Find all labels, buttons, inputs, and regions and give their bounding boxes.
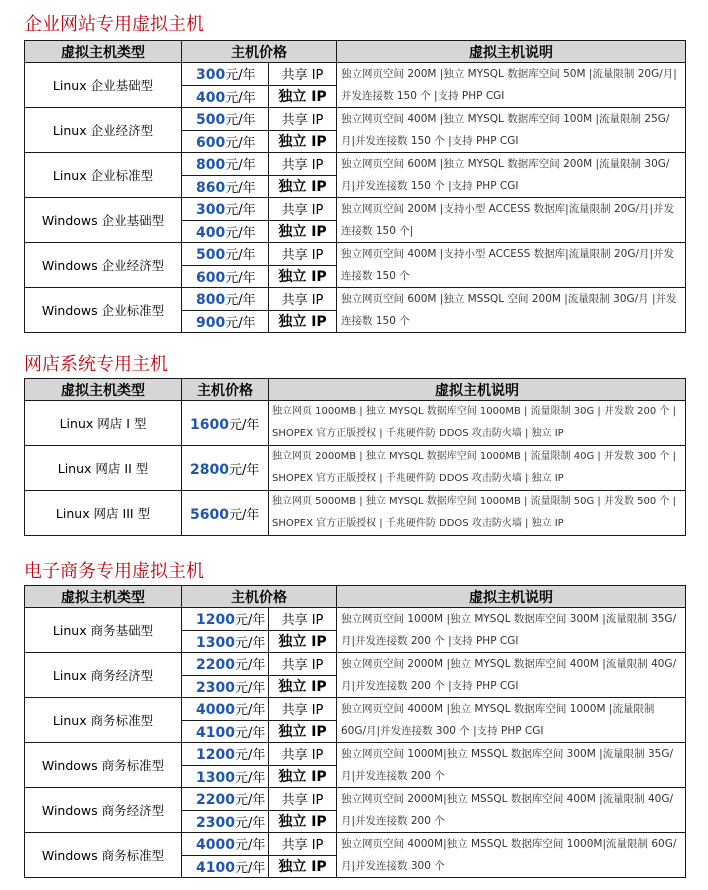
ip-label-dedicated: 独立 IP: [269, 720, 337, 743]
table-row: [25, 698, 686, 721]
host-type: Windows 企业标准型: [25, 288, 182, 333]
price-unit: 元/年: [225, 158, 256, 174]
price-unit: 元/年: [225, 315, 256, 331]
ip-label-dedicated: 独立 IP: [269, 630, 337, 653]
header-desc: 虚拟主机说明: [337, 586, 686, 608]
price-amount: 860: [196, 179, 226, 196]
host-type: Linux 企业基础型: [25, 63, 182, 108]
host-type: Linux 商务标准型: [25, 698, 182, 743]
host-type: Windows 企业基础型: [25, 198, 182, 243]
price-amount: 500: [196, 112, 226, 129]
price-cell: [182, 310, 269, 333]
header-price: 主机价格: [182, 379, 269, 401]
price-cell: [182, 810, 269, 833]
price-unit: 元/年: [225, 293, 256, 309]
price-cell: [182, 720, 269, 743]
ip-label-dedicated: 独立 IP: [269, 85, 337, 108]
ip-label-shared: 共享 IP: [269, 833, 337, 856]
host-description: 独立网页 2000MB | 独立 MYSQL 数据库空间 1000MB | 流量限制 40G | 并发数 300 个 | SHOPEX 官方正版授权 | 千兆硬件防 DDOS 攻击防火墙 | 独立 IP: [269, 446, 686, 491]
price-cell: [182, 698, 269, 721]
price-cell: [182, 175, 269, 198]
price-amount: 1600: [190, 416, 229, 433]
table-row: [25, 288, 686, 311]
price-unit: 元/年: [225, 270, 256, 286]
header-type: 虚拟主机类型: [25, 586, 182, 608]
table-row: [25, 243, 686, 266]
price-cell: [182, 788, 269, 811]
price-cell: [182, 63, 269, 86]
host-description: 独立网页空间 4000M |独立 MYSQL 数据库空间 1000M |流量限制 60G/月|并发连接数 300 个 |支持 PHP CGI: [337, 698, 686, 743]
price-unit: 元/年: [234, 838, 266, 854]
price-amount: 5600: [190, 506, 229, 523]
price-unit: 元/年: [225, 225, 256, 241]
host-description: 独立网页空间 200M |支持小型 ACCESS 数据库|流量限制 20G/月|并发连接数 150 个|: [337, 198, 686, 243]
ip-label-dedicated: 独立 IP: [269, 310, 337, 333]
host-type: Linux 网店 II 型: [25, 446, 182, 491]
price-unit: 元/年: [234, 815, 266, 831]
host-description: 独立网页空间 600M |独立 MYSQL 数据库空间 200M |流量限制 30G/月|并发连接数 150 个 |支持 PHP CGI: [337, 153, 686, 198]
ip-label-shared: 共享 IP: [269, 288, 337, 311]
price-amount: 600: [196, 269, 226, 286]
price-amount: 300: [196, 202, 226, 219]
ip-label-shared: 共享 IP: [269, 788, 337, 811]
table-row: [25, 743, 686, 766]
price-cell: [182, 855, 269, 878]
table-row: [25, 63, 686, 86]
price-amount: 4000: [196, 837, 235, 854]
price-amount: 2800: [190, 461, 229, 478]
price-unit: 元/年: [234, 680, 266, 696]
ip-label-shared: 共享 IP: [269, 198, 337, 221]
price-cell: [182, 130, 269, 153]
host-type: Linux 企业经济型: [25, 108, 182, 153]
section-shop: [24, 354, 685, 536]
host-type: Linux 商务经济型: [25, 653, 182, 698]
ip-label-shared: 共享 IP: [269, 608, 337, 631]
header-desc: 虚拟主机说明: [337, 41, 686, 63]
price-amount: 1200: [196, 747, 235, 764]
host-description: 独立网页空间 400M |支持小型 ACCESS 数据库|流量限制 20G/月|并发连接数 150 个: [337, 243, 686, 288]
pricing-table-shop: [24, 378, 686, 536]
table-row: [25, 401, 686, 446]
price-amount: 4100: [196, 724, 235, 741]
price-amount: 2300: [196, 679, 235, 696]
price-amount: 400: [196, 89, 226, 106]
table-row: [25, 833, 686, 856]
price-unit: 元/年: [234, 658, 266, 674]
price-cell: [182, 153, 269, 176]
host-description: 独立网页空间 4000M|独立 MSSQL 数据库空间 1000M|流量限制 60G/月|并发连接数 300 个: [337, 833, 686, 878]
header-type: 虚拟主机类型: [25, 379, 182, 401]
price-amount: 2200: [196, 657, 235, 674]
ip-label-dedicated: 独立 IP: [269, 175, 337, 198]
ip-label-dedicated: 独立 IP: [269, 765, 337, 788]
ip-label-dedicated: 独立 IP: [269, 130, 337, 153]
host-description: 独立网页空间 400M |独立 MYSQL 数据库空间 100M |流量限制 25G/月|并发连接数 150 个 |支持 PHP CGI: [337, 108, 686, 153]
price-amount: 800: [196, 157, 226, 174]
price-cell: [182, 220, 269, 243]
price-cell: [182, 833, 269, 856]
pricing-table-ecommerce: [24, 585, 686, 878]
ip-label-shared: 共享 IP: [269, 63, 337, 86]
price-amount: 1200: [196, 612, 235, 629]
host-type: Linux 商务基础型: [25, 608, 182, 653]
price-cell: [182, 630, 269, 653]
price-cell: [182, 288, 269, 311]
table-row: [25, 446, 686, 491]
price-cell: [182, 743, 269, 766]
table-row: [25, 153, 686, 176]
section-ecommerce: [24, 561, 685, 878]
price-unit: 元/年: [225, 90, 256, 106]
ip-label-dedicated: 独立 IP: [269, 675, 337, 698]
host-description: 独立网页空间 2000M|独立 MSSQL 数据库空间 400M |流量限制 40G/月|并发连接数 200 个: [337, 788, 686, 833]
price-cell: [182, 653, 269, 676]
price-amount: 500: [196, 247, 226, 264]
table-row: [25, 608, 686, 631]
price-amount: 300: [196, 67, 226, 84]
price-unit: 元/年: [234, 613, 266, 629]
host-type: Linux 网店 I 型: [25, 401, 182, 446]
price-unit: 元/年: [234, 770, 266, 786]
price-unit: 元/年: [234, 725, 266, 741]
price-unit: 元/年: [225, 68, 256, 84]
price-unit: 元/年: [234, 860, 266, 876]
price-unit: 元/年: [225, 248, 256, 264]
price-unit: 元/年: [228, 462, 260, 478]
ip-label-dedicated: 独立 IP: [269, 220, 337, 243]
price-cell: [182, 446, 269, 491]
host-description: 独立网页空间 600M |独立 MSSQL 空间 200M |流量限制 30G/月 |并发连接数 150 个: [337, 288, 686, 333]
host-type: Windows 商务标准型: [25, 743, 182, 788]
price-cell: [182, 198, 269, 221]
header-price: 主机价格: [182, 41, 337, 63]
section-enterprise: [24, 14, 685, 333]
host-description: 独立网页空间 1000M|独立 MSSQL 数据库空间 300M |流量限制 35G/月|并发连接数 200 个: [337, 743, 686, 788]
price-unit: 元/年: [234, 793, 266, 809]
price-cell: [182, 608, 269, 631]
price-unit: 元/年: [225, 180, 256, 196]
price-cell: [182, 401, 269, 446]
price-amount: 2200: [196, 792, 235, 809]
price-amount: 400: [196, 224, 226, 241]
price-unit: 元/年: [234, 635, 266, 651]
price-amount: 900: [196, 314, 226, 331]
ip-label-shared: 共享 IP: [269, 108, 337, 131]
ip-label-shared: 共享 IP: [269, 153, 337, 176]
price-amount: 1300: [196, 634, 235, 651]
table-row: [25, 788, 686, 811]
price-unit: 元/年: [228, 507, 260, 523]
ip-label-shared: 共享 IP: [269, 653, 337, 676]
table-row: [25, 491, 686, 536]
price-cell: [182, 491, 269, 536]
table-row: [25, 198, 686, 221]
host-description: 独立网页空间 200M |独立 MYSQL 数据库空间 50M |流量限制 20G/月|并发连接数 150 个 |支持 PHP CGI: [337, 63, 686, 108]
price-unit: 元/年: [234, 703, 266, 719]
host-type: Windows 企业经济型: [25, 243, 182, 288]
price-cell: [182, 85, 269, 108]
host-type: Linux 网店 III 型: [25, 491, 182, 536]
price-unit: 元/年: [225, 203, 256, 219]
ip-label-shared: 共享 IP: [269, 743, 337, 766]
host-description: 独立网页空间 1000M |独立 MYSQL 数据库空间 300M |流量限制 35G/月|并发连接数 200 个 |支持 PHP CGI: [337, 608, 686, 653]
price-amount: 800: [196, 292, 226, 309]
host-description: 独立网页 1000MB | 独立 MYSQL 数据库空间 1000MB | 流量限制 30G | 并发数 200 个 | SHOPEX 官方正版授权 | 千兆硬件防 DDOS 攻击防火墙 | 独立 IP: [269, 401, 686, 446]
host-type: Linux 企业标准型: [25, 153, 182, 198]
price-amount: 4000: [196, 702, 235, 719]
host-description: 独立网页 5000MB | 独立 MYSQL 数据库空间 1000MB | 流量限制 50G | 并发数 500 个 | SHOPEX 官方正版授权 | 千兆硬件防 DDOS 攻击防火墙 | 独立 IP: [269, 491, 686, 536]
price-unit: 元/年: [225, 113, 256, 129]
header-type: 虚拟主机类型: [25, 41, 182, 63]
ip-label-shared: 共享 IP: [269, 243, 337, 266]
header-desc: 虚拟主机说明: [269, 379, 686, 401]
price-amount: 4100: [196, 859, 235, 876]
price-cell: [182, 765, 269, 788]
ip-label-dedicated: 独立 IP: [269, 810, 337, 833]
header-price: 主机价格: [182, 586, 337, 608]
price-amount: 2300: [196, 814, 235, 831]
host-description: 独立网页空间 2000M |独立 MYSQL 数据库空间 400M |流量限制 40G/月|并发连接数 200 个 |支持 PHP CGI: [337, 653, 686, 698]
ip-label-shared: 共享 IP: [269, 698, 337, 721]
price-cell: [182, 265, 269, 288]
price-cell: [182, 675, 269, 698]
table-row: [25, 653, 686, 676]
section-title: 电子商务专用虚拟主机: [24, 561, 204, 582]
host-type: Windows 商务标准型: [25, 833, 182, 878]
section-title: 企业网站专用虚拟主机: [24, 14, 204, 35]
price-unit: 元/年: [225, 135, 256, 151]
price-cell: [182, 108, 269, 131]
host-type: Windows 商务经济型: [25, 788, 182, 833]
price-amount: 1300: [196, 769, 235, 786]
ip-label-dedicated: 独立 IP: [269, 855, 337, 878]
table-row: [25, 108, 686, 131]
section-title: 网店系统专用主机: [24, 354, 168, 375]
ip-label-dedicated: 独立 IP: [269, 265, 337, 288]
price-amount: 600: [196, 134, 226, 151]
price-unit: 元/年: [234, 748, 266, 764]
price-unit: 元/年: [228, 417, 260, 433]
price-cell: [182, 243, 269, 266]
pricing-table-enterprise: [24, 40, 686, 333]
